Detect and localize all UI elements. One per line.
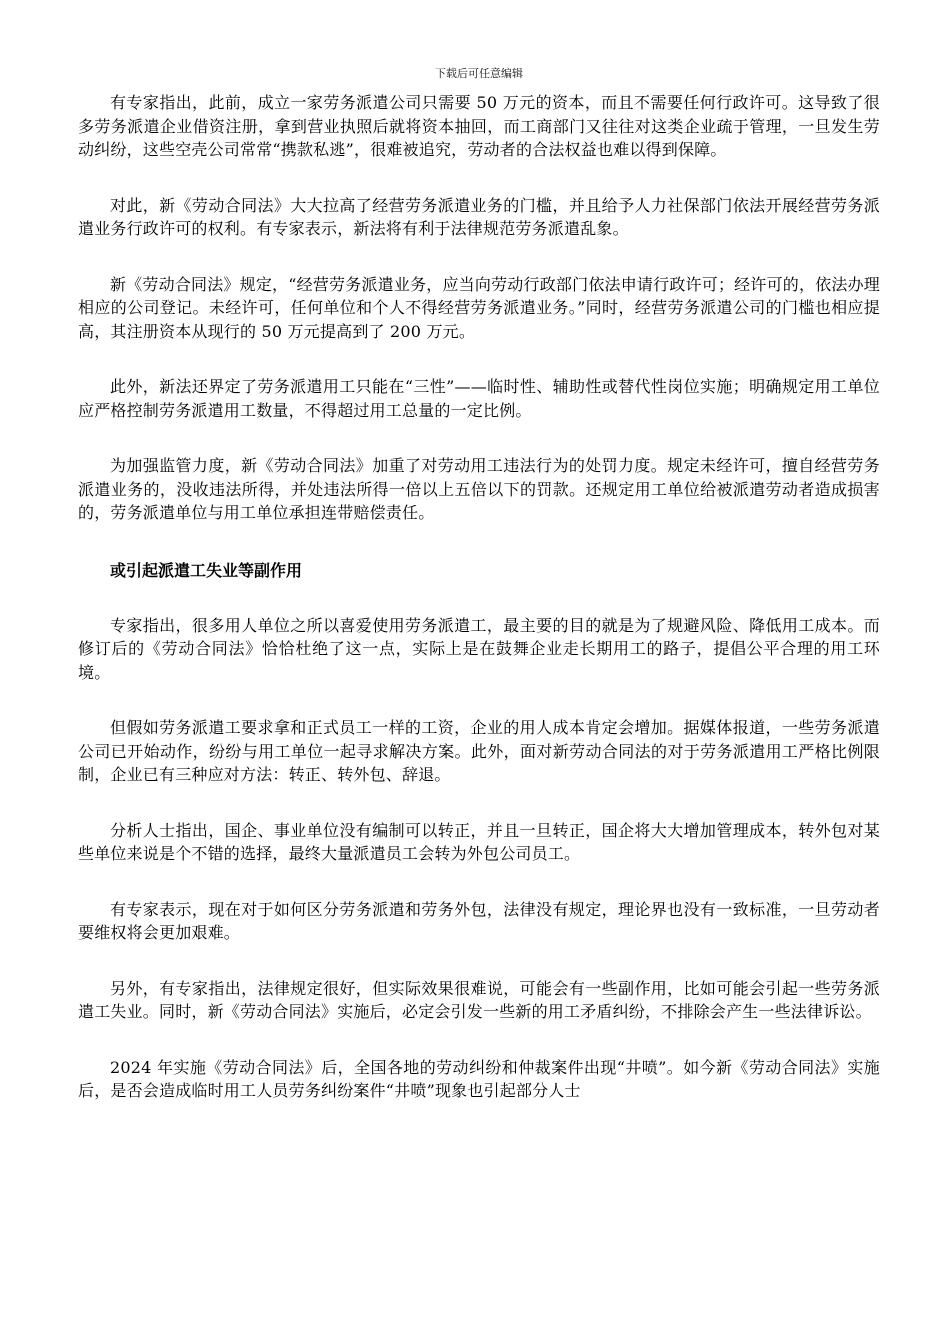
paragraph-7: 但假如劳务派遣工要求拿和正式员工一样的工资，企业的用人成本肯定会增加。据媒体报道，一些劳务派遣公司已开始动作，纷纷与用工单位一起寻求解决方案。此外，面对新劳动合同法的对于劳务派遣用工严格比例限制，企业已有三种应对方法：转正、转外包、辞退。 — [78, 718, 880, 784]
paragraph-11: 2024 年实施《劳动合同法》后，全国各地的劳动纠纷和仲裁案件出现“井喷”。如今新《劳动合同法》实施后，是否会造成临时用工人员劳务纠纷案件“井喷”现象也引起部分人士 — [78, 1057, 880, 1100]
paragraph-4: 此外，新法还界定了劳务派遣用工只能在“三性”——临时性、辅助性或替代性岗位实施；明确规定用工单位应严格控制劳务派遣用工数量，不得超过用工总量的一定比例。 — [78, 377, 880, 420]
paragraph-3: 新《劳动合同法》规定，“经营劳务派遣业务，应当向劳动行政部门依法申请行政许可；经许可的，依法办理相应的公司登记。未经许可，任何单位和个人不得经营劳务派遣业务。”同时，经营劳务派遣公司的门槛也相应提高，其注册资本从现行的 50 万元提高到了 200 万元。 — [78, 274, 880, 341]
paragraph-5: 为加强监管力度，新《劳动合同法》加重了对劳动用工违法行为的处罚力度。规定未经许可，擅自经营劳务派遣业务的，没收违法所得，并处违法所得一倍以上五倍以下的罚款。还规定用工单位给被派遣劳动者造成损害的，劳务派遣单位与用工单位承担连带赔偿责任。 — [78, 456, 880, 522]
page-header: 下载后可任意编辑 — [435, 67, 523, 80]
paragraph-1: 有专家指出，此前，成立一家劳务派遣公司只需要 50 万元的资本，而且不需要任何行政许可。这导致了很多劳务派遣企业借资注册，拿到营业执照后就将资本抽回，而工商部门又往往对这类企业疏于管理，一旦发生劳动纠纷，这些空壳公司常常“携款私逃”，很难被追究，劳动者的合法权益也难以得到保障。 — [78, 93, 880, 159]
section-heading: 或引起派遣工失业等副作用 — [110, 560, 303, 580]
paragraph-8: 分析人士指出，国企、事业单位没有编制可以转正，并且一旦转正，国企将大大增加管理成本，转外包对某些单位来说是个不错的选择，最终大量派遣员工会转为外包公司员工。 — [78, 820, 880, 863]
paragraph-9: 有专家表示，现在对于如何区分劳务派遣和劳务外包，法律没有规定，理论界也没有一致标准，一旦劳动者要维权将会更加艰难。 — [78, 899, 880, 942]
paragraph-2: 对此，新《劳动合同法》大大拉高了经营劳务派遣业务的门槛，并且给予人力社保部门依法开展经营劳务派遣业务行政许可的权利。有专家表示，新法将有利于法律规范劳务派遣乱象。 — [78, 195, 880, 238]
paragraph-6: 专家指出，很多用人单位之所以喜爱使用劳务派遣工，最主要的目的就是为了规避风险、降低用工成本。而修订后的《劳动合同法》恰恰杜绝了这一点，实际上是在鼓舞企业走长期用工的路子，提倡公平合理的用工环境。 — [78, 615, 880, 682]
paragraph-10: 另外，有专家指出，法律规定很好，但实际效果很难说，可能会有一些副作用，比如可能会引起一些劳务派遣工失业。同时，新《劳动合同法》实施后，必定会引发一些新的用工矛盾纠纷，不排除会产生一些法律诉讼。 — [78, 978, 880, 1021]
